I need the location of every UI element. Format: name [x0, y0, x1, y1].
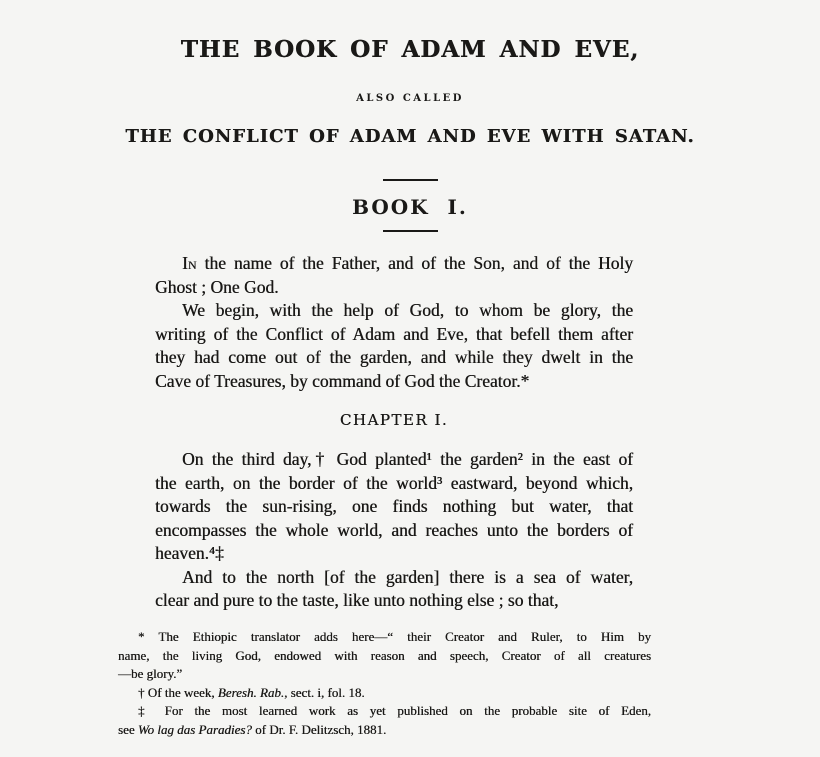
body-line: [155, 495, 633, 519]
text-segment: name, the living God, endowed with reason and speech, Creator of all creatures: [118, 647, 651, 663]
body-line: [155, 299, 633, 323]
body-line: [155, 519, 633, 543]
footnote: [118, 628, 651, 684]
header-block: [0, 0, 820, 232]
divider-rule-top: [383, 179, 438, 181]
body-paragraph: [155, 299, 633, 393]
text-segment: Wo lag das Paradies?: [137, 721, 252, 737]
text-segment: Beresh. Rab.: [217, 684, 285, 700]
main-title: THE BOOK OF ADAM AND EVE,: [180, 36, 640, 63]
text-segment: —be glory.”: [118, 666, 183, 681]
footnote-line: [118, 702, 651, 721]
body-text: [155, 252, 633, 613]
footnote: [118, 684, 651, 703]
also-called-label: ALSO CALLED: [356, 93, 464, 104]
text-segment: Cave of Treasures, by command of God the Creator.*: [155, 370, 530, 391]
footnote-line: [118, 647, 651, 666]
body-paragraph: [155, 566, 633, 613]
text-segment: the name of the Father, and of the Son, and of the Holy: [196, 253, 633, 273]
footnotes: [118, 628, 651, 739]
text-segment: † Of the week,: [138, 684, 218, 700]
text-segment: writing of the Conflict of Adam and Eve, that befell them after: [155, 323, 633, 344]
body-line: [155, 252, 633, 276]
alternate-title: THE CONFLICT OF ADAM AND EVE WITH SATAN.: [125, 126, 695, 147]
body-line: [155, 346, 633, 370]
text-segment: heaven.⁴‡: [155, 543, 224, 563]
footnote-line: [118, 684, 651, 703]
body-paragraph: [155, 448, 633, 566]
body-line: [155, 542, 633, 566]
body-line: [155, 323, 633, 347]
text-segment: * The Ethiopic translator adds here—“ their Creator and Ruler, to Him by: [138, 629, 651, 644]
text-segment: see: [118, 721, 138, 737]
book-heading: BOOK I.: [352, 195, 468, 219]
text-segment: encompasses the whole world, and reaches unto the borders of: [155, 519, 633, 540]
text-segment: of Dr. F. Delitzsch, 1881.: [251, 721, 387, 737]
body-line: [155, 276, 633, 300]
footnote-line: [118, 721, 651, 740]
text-segment: We begin, with the help of God, to whom be glory, the: [182, 300, 633, 320]
divider-rule-bottom: [383, 230, 438, 232]
text-segment: , sect. i, fol. 18.: [284, 684, 365, 700]
text-segment: clear and pure to the taste, like unto nothing else ; so that,: [155, 590, 559, 610]
body-line: [155, 472, 633, 496]
text-segment: And to the north [of the garden] there is a sea of water,: [182, 566, 633, 587]
body-paragraph: [155, 252, 633, 299]
body-line: [155, 589, 633, 613]
footnote: [118, 702, 651, 739]
body-line: [155, 370, 633, 394]
footnote-line: [118, 665, 651, 684]
text-segment: In: [182, 253, 197, 273]
chapter-heading: CHAPTER I.: [339, 411, 449, 429]
text-segment: they had come out of the garden, and while they dwelt in the: [155, 347, 633, 367]
text-segment: the earth, on the border of the world³ eastward, beyond which,: [155, 472, 633, 493]
footnote-line: [118, 628, 651, 647]
text-segment: towards the sun-rising, one finds nothing but water, that: [155, 496, 633, 516]
text-segment: ‡ For the most learned work as yet published on the probable site of Eden,: [138, 703, 651, 718]
text-segment: On the third day,† God planted¹ the garden² in the east of: [182, 449, 633, 469]
body-line: [155, 448, 633, 472]
body-line: [155, 566, 633, 590]
text-segment: Ghost ; One God.: [155, 276, 279, 297]
